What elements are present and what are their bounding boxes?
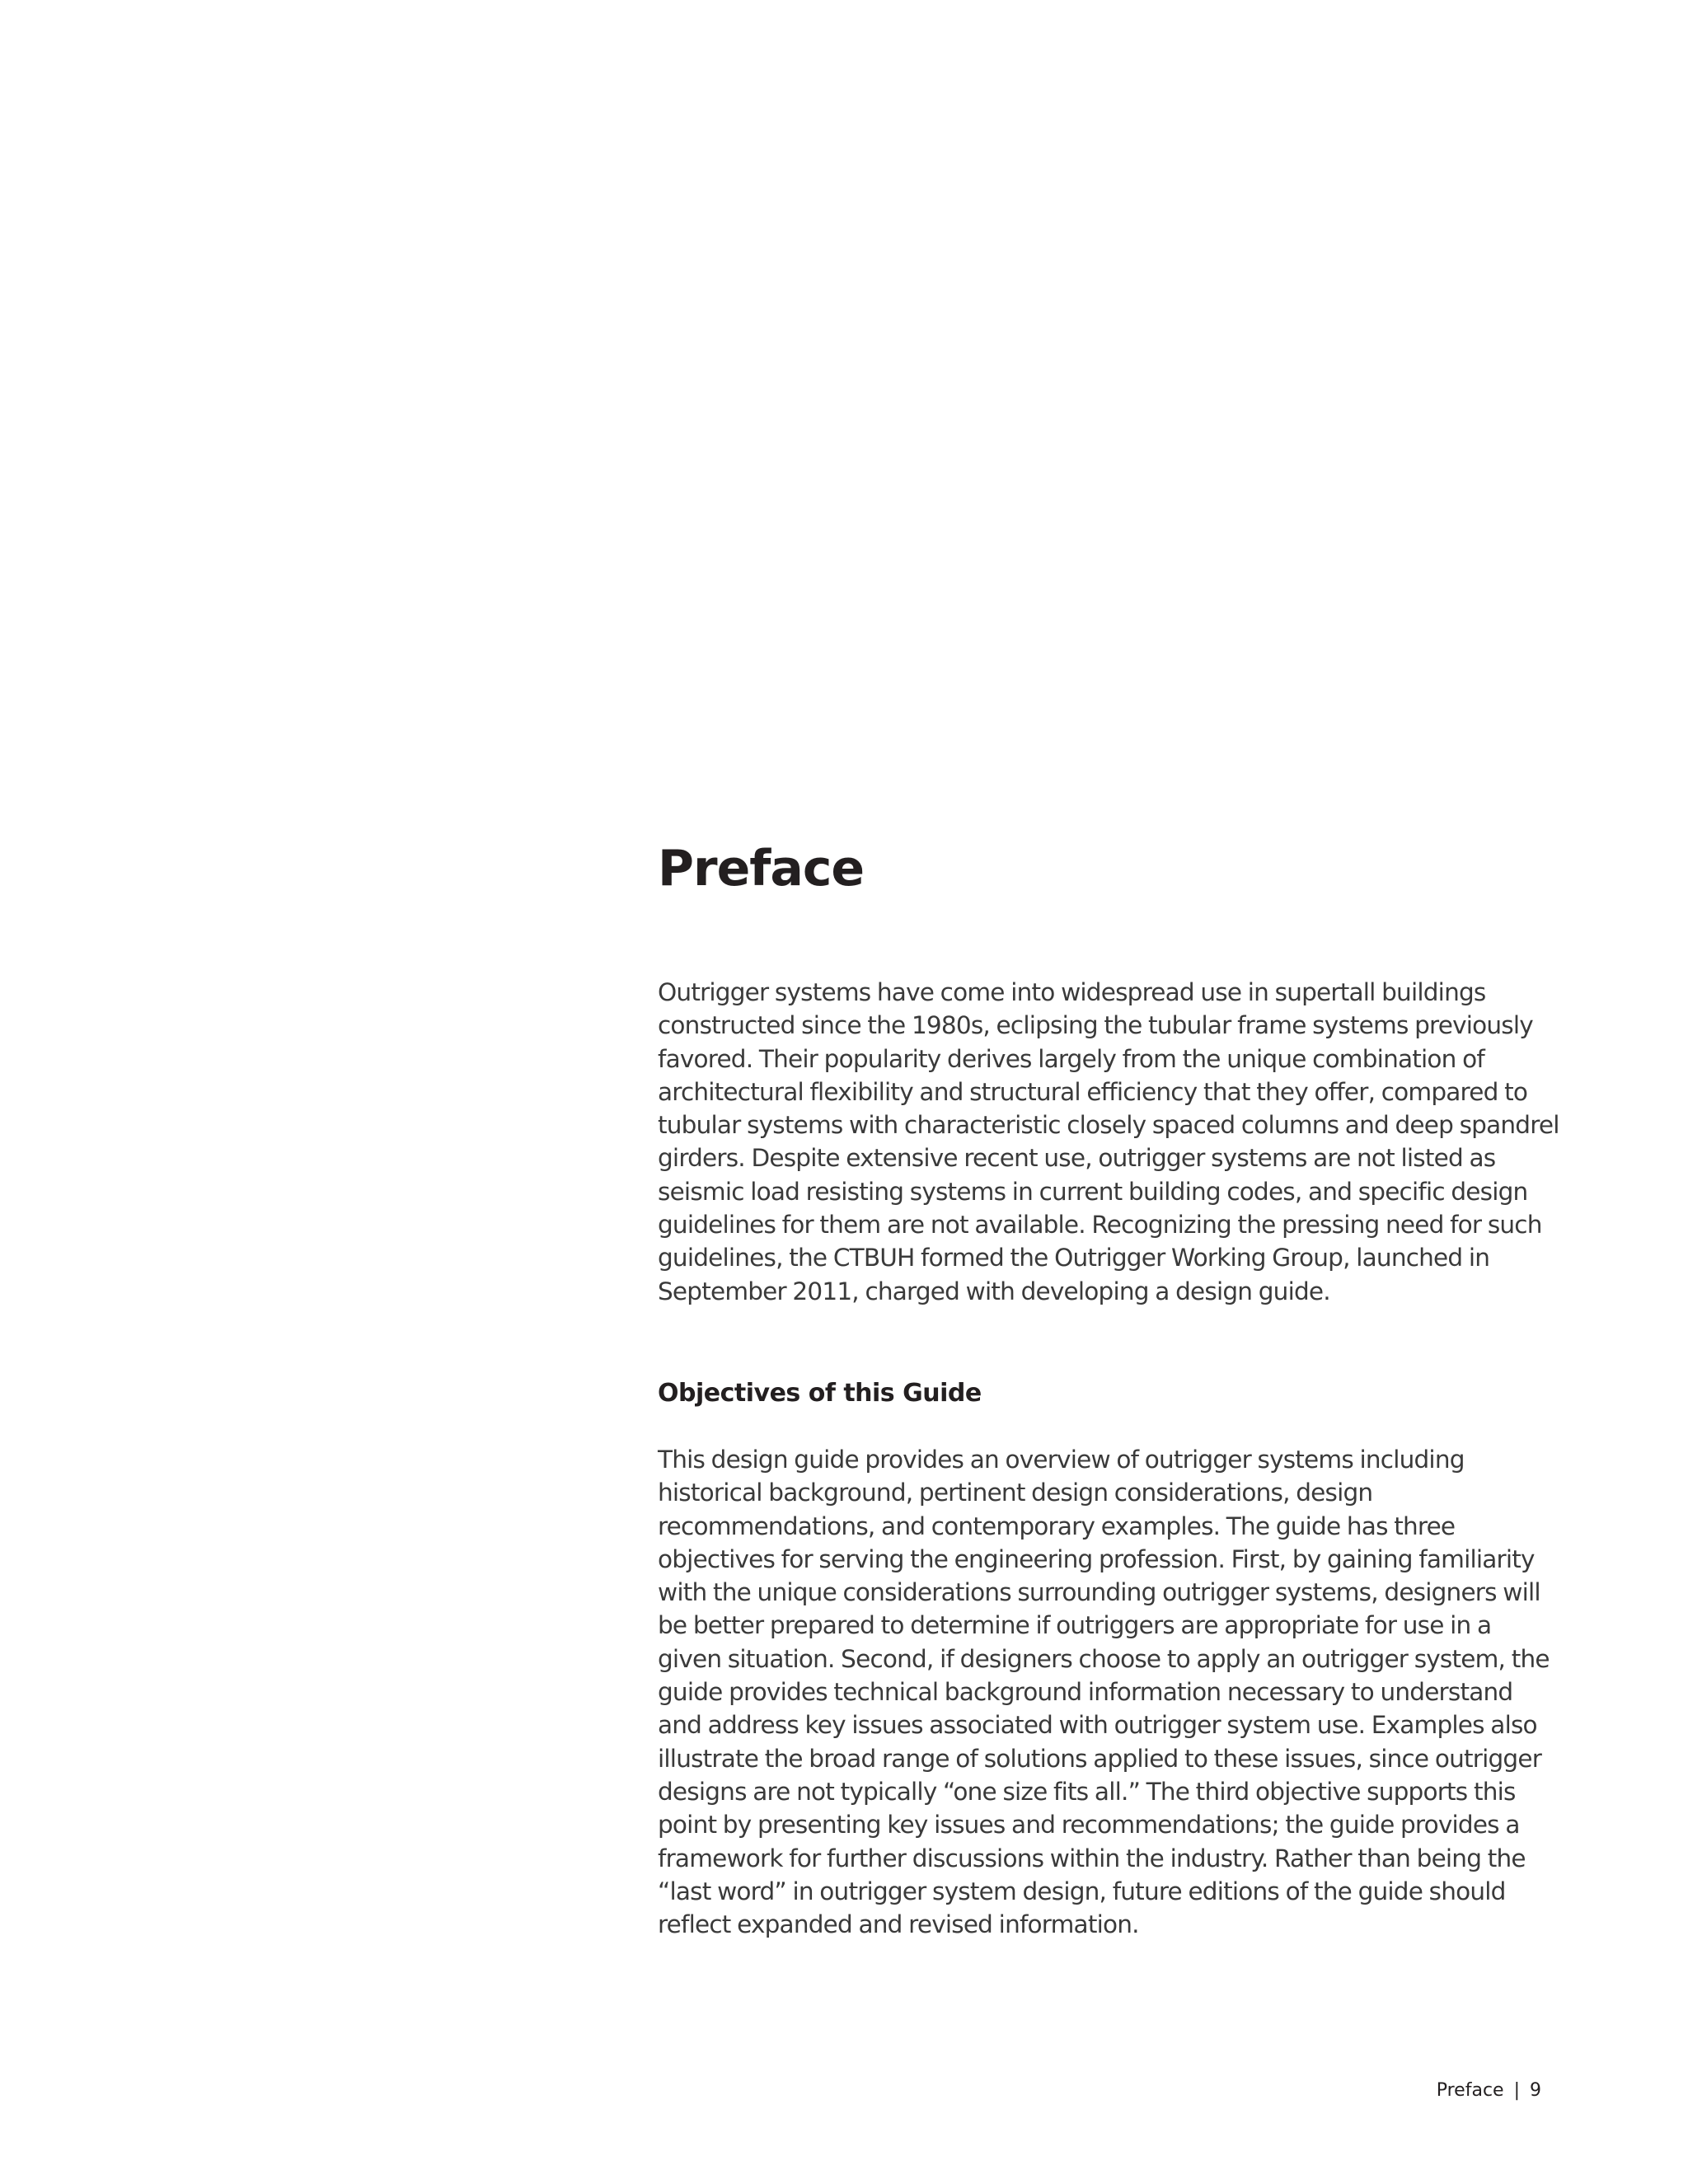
objectives-paragraph: This design guide provides an overview of outrigger systems including historical background, pertinent design considerations, design recommendations, and contemporary examples. The guide has three objectives for serving the engineering profession. First, by gaining familiarity with the unique considerations surrounding outrigger systems, designers will be better prepared to determine if outriggers are appropriate for use in a given situation. Second, if designers choose to apply an outrigger system, the guide provides technical background information necessary to understand and address key issues associated with outrigger system use. Examples also illustrate the broad range of solutions applied to these issues, since outrigger designs are not typically “one size fits all.” The third objective supports this point by presenting key issues and recommendations; the guide provides a framework for further discussions within the industry. Rather than being the “last word” in outrigger system design, future editions of the guide should reflect expanded and revised information. <box>658 1445 1550 1939</box>
footer-separator: | <box>1513 2080 1520 2101</box>
intro-paragraph: Outrigger systems have come into widespread use in supertall buildings constructed since the 1980s, eclipsing the tubular frame systems previously favored. Their popularity derives largely from the unique combination of architectural flexibility and structural efficiency that they offer, compared to tubular systems with characteristic closely spaced columns and deep spandrel girders. Despite extensive recent use, outrigger systems are not listed as seismic load resisting systems in current building codes, and specific design guidelines for them are not available. Recognizing the pressing need for such guidelines, the CTBUH formed the Outrigger Working Group, launched in September 2011, charged with developing a design guide. <box>658 978 1559 1305</box>
content-column <box>658 832 1560 1941</box>
footer-section-name: Preface <box>1436 2080 1504 2101</box>
page-title: Preface <box>658 840 865 898</box>
section-heading: Objectives of this Guide <box>658 1378 982 1408</box>
page-number: 9 <box>1530 2080 1541 2101</box>
page-footer <box>1437 2079 1541 2103</box>
